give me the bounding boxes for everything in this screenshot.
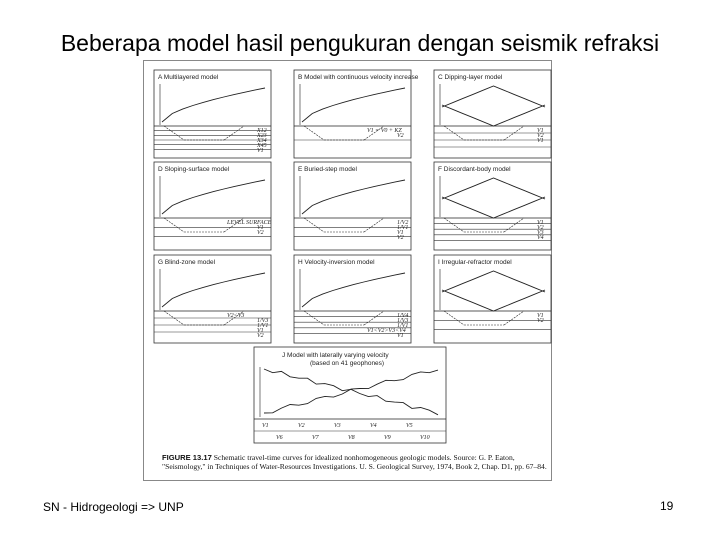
ray-path [364, 218, 384, 232]
panel-label: V10 [420, 435, 430, 441]
panel-label: V2 [537, 133, 544, 139]
panel-label: V4 [370, 423, 377, 429]
panel-g [154, 255, 271, 343]
panel-label: V5 [406, 423, 413, 429]
panel-label: V1 [537, 138, 544, 144]
panel-j [254, 347, 446, 443]
ray-path [444, 218, 464, 232]
panel-label: V2 [397, 133, 404, 139]
panel-title: I Irregular-refractor model [438, 259, 512, 266]
ray-path [304, 218, 324, 232]
panel-label: V1 [257, 148, 264, 154]
panel-label: V1<V2>V3<V4 [367, 328, 406, 334]
travel-time-curve [162, 180, 265, 214]
panel-label: V6 [276, 435, 283, 441]
travel-time-figure [144, 61, 553, 482]
panel-title: B Model with continuous velocity increase [298, 74, 419, 81]
panel-label: V1 [262, 423, 269, 429]
panel-label: V2 [298, 423, 305, 429]
panel-label: V1 [537, 128, 544, 134]
panel-label: X45 [257, 143, 267, 149]
panel-label: 1/V4 [397, 313, 409, 319]
slide-title: Beberapa model hasil pengukuran dengan seismik refraksi [60, 30, 660, 56]
travel-time-curve [442, 271, 545, 292]
ray-path [304, 126, 324, 140]
ray-path [164, 218, 184, 232]
panel-title: J Model with laterally varying velocity [282, 352, 389, 359]
figure-image [143, 60, 552, 481]
panel-i [434, 255, 551, 343]
travel-time-curve [162, 273, 265, 307]
panel-label: V1 [537, 313, 544, 319]
ray-path [304, 311, 324, 325]
panel-label: 1/V2 [397, 220, 409, 226]
panel-label: V2 [257, 230, 264, 236]
panel-a [154, 70, 271, 158]
panel-label: V2 [537, 225, 544, 231]
panel-label: V9 [384, 435, 391, 441]
panel-d [154, 162, 272, 250]
panel-label: V1 [257, 328, 264, 334]
panel-label: 1/V1 [397, 323, 409, 329]
panel-title: F Discordant-body model [438, 166, 511, 173]
panel-label: V3 [537, 230, 544, 236]
panel-label: V1 [257, 225, 264, 231]
caption-text: Schematic travel-time curves for idealized nonhomogeneous geologic models. Source: G. P. Eaton, "Seismology," in Techniques of Water-Resources Investigations. U. S. Geological Survey, 1974, Book 2, Chap. D1, pp. 67–84. [162, 453, 547, 472]
figure-caption [162, 453, 547, 471]
reverse-travel-time-curve [442, 105, 545, 126]
panel-b [294, 70, 419, 158]
footer-course-label: SN - Hidrogeologi => UNP [43, 500, 184, 514]
panel-e [294, 162, 411, 250]
panel-label: V4 [537, 235, 544, 241]
ray-path [164, 126, 184, 140]
panel-label: V8 [348, 435, 355, 441]
slide-number: 19 [660, 499, 674, 513]
travel-time-curve [442, 178, 545, 199]
travel-time-curve [162, 88, 265, 122]
panel-title: D Sloping-surface model [158, 166, 230, 173]
reverse-travel-time-curve [264, 369, 438, 415]
panel-label: 1/V1 [397, 225, 409, 231]
reverse-travel-time-curve [442, 197, 545, 218]
panel-title: A Multilayered model [158, 74, 219, 81]
panel-label: V2<V3 [227, 313, 245, 319]
panel-label: V2 [537, 318, 544, 324]
panel-label: 1/V3 [397, 318, 409, 324]
ray-path [444, 311, 464, 325]
panel-h [294, 255, 411, 343]
reverse-travel-time-curve [442, 290, 545, 311]
panel-label: V3 [334, 423, 341, 429]
panel-label: X12 [257, 128, 267, 134]
panel-label: X34 [257, 138, 267, 144]
panel-label: V1 = V0 + KZ [367, 128, 402, 134]
panel-label: LEVEL SURFACE [227, 220, 272, 226]
panel-label: 1/V1 [257, 323, 269, 329]
panel-subtitle: (based on 41 geophones) [310, 360, 385, 367]
panel-f [434, 162, 551, 250]
panel-label: V7 [312, 435, 319, 441]
caption-label: FIGURE 13.17 [162, 453, 212, 462]
ray-path [364, 311, 384, 325]
ray-path [504, 311, 524, 325]
panel-title: C Dipping-layer model [438, 74, 503, 81]
panel-title: H Velocity-inversion model [298, 259, 375, 266]
travel-time-curve [302, 273, 405, 307]
panel-label: V1 [397, 230, 404, 236]
travel-time-curve [442, 86, 545, 107]
travel-time-curve [302, 88, 405, 122]
panel-label: V1 [397, 333, 404, 339]
travel-time-curve [302, 180, 405, 214]
panel-label: V2 [397, 235, 404, 241]
panel-label: 1/V3 [257, 318, 269, 324]
ray-path [504, 218, 524, 232]
panel-frame [434, 70, 551, 158]
panel-title: G Blind-zone model [158, 259, 216, 266]
panel-label: V2 [257, 333, 264, 339]
panel-frame [434, 162, 551, 250]
panel-label: X23 [257, 133, 267, 139]
panel-title: E Buried-step model [298, 166, 357, 173]
panel-c [434, 70, 551, 158]
ray-path [224, 126, 244, 140]
panel-label: V1 [537, 220, 544, 226]
